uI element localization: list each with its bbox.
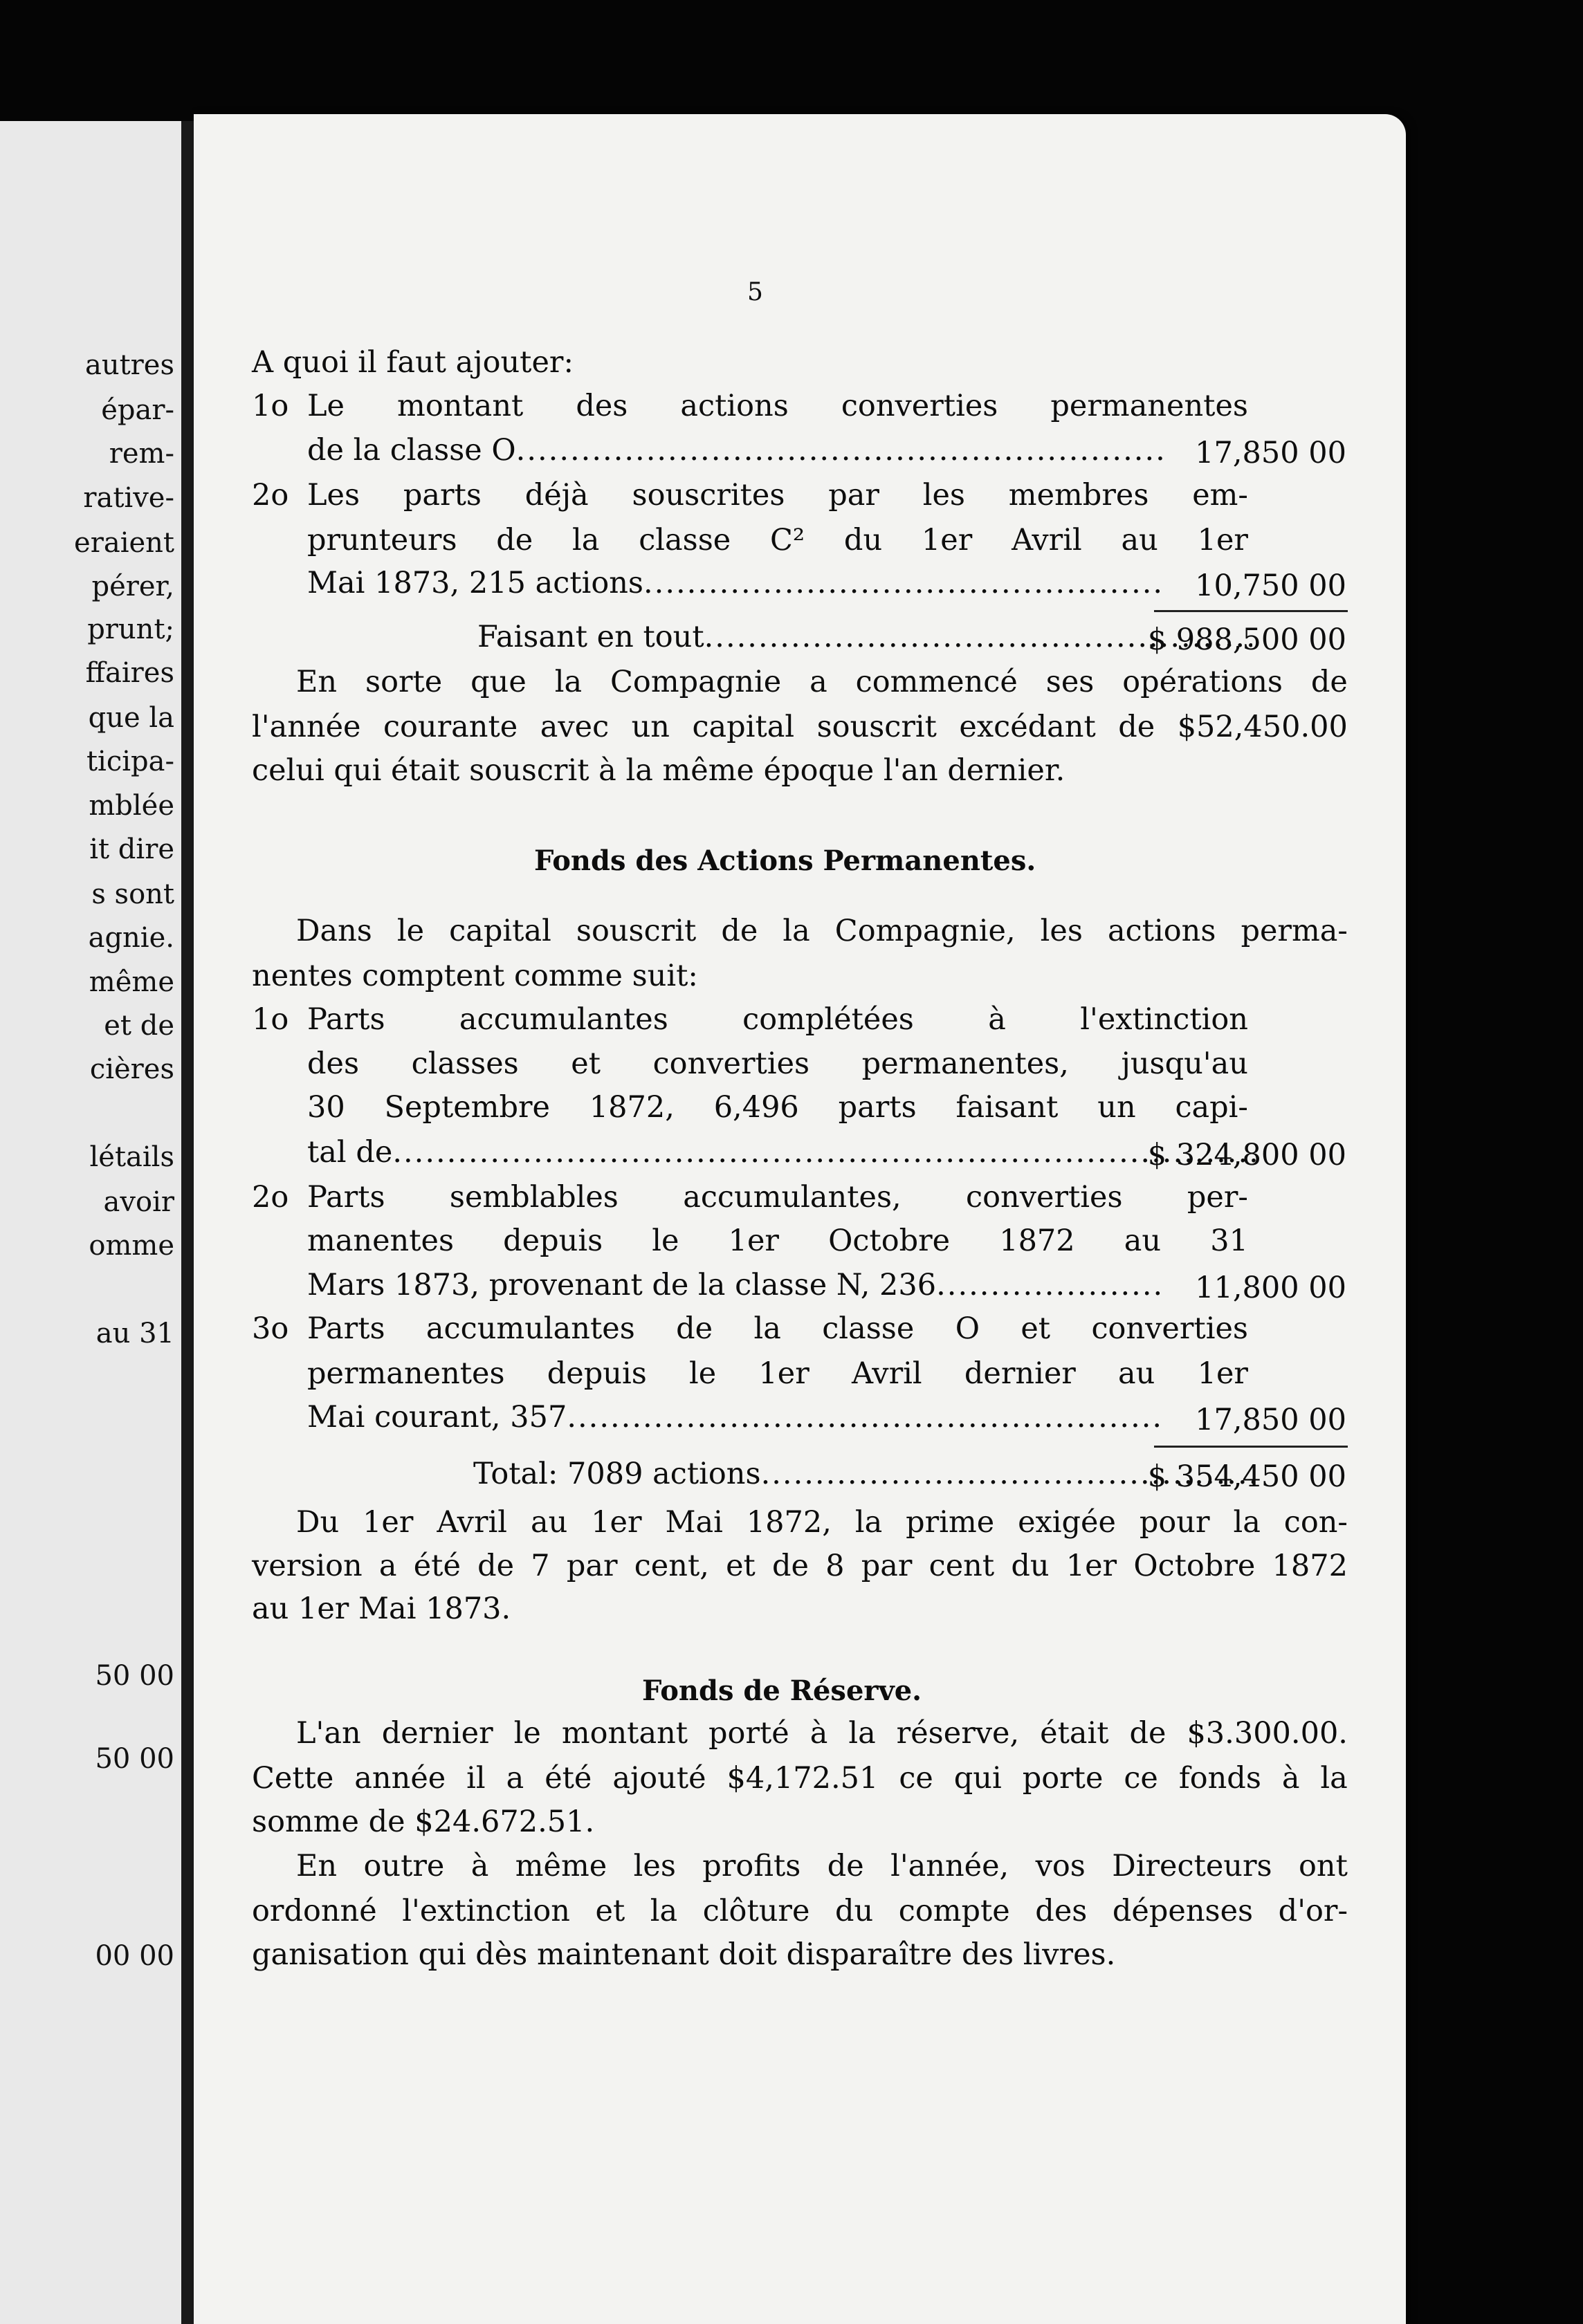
word: Septembre: [384, 1090, 550, 1125]
word: exigée: [1018, 1505, 1116, 1540]
word: Parts: [307, 1180, 385, 1215]
word: par: [828, 478, 879, 513]
word: était: [1040, 1716, 1109, 1751]
leader-dots: [392, 1138, 1259, 1168]
word: réserve,: [896, 1716, 1020, 1751]
word: été: [413, 1549, 461, 1583]
left-page-line: que la: [88, 702, 174, 734]
leader-dots: [936, 1271, 1165, 1300]
page-number: 5: [747, 278, 763, 306]
item-amount: 17,850 00: [1195, 436, 1346, 470]
word: des: [576, 389, 628, 423]
left-page-line: létails: [89, 1141, 174, 1173]
left-page-line: ticipa-: [86, 746, 174, 777]
word: En: [296, 1849, 338, 1883]
word: permanentes: [1050, 389, 1248, 423]
word: capital: [692, 710, 795, 744]
paragraph-line: [252, 1894, 1348, 1928]
total-label: Total: 7089 actions: [473, 1457, 761, 1491]
word: la: [1320, 1761, 1348, 1796]
word: et: [571, 1046, 601, 1081]
word: 1er: [1197, 523, 1248, 557]
item-line: [307, 1090, 1248, 1125]
word: 1872: [999, 1224, 1075, 1258]
word: ont: [1299, 1849, 1348, 1883]
word: 1872,: [746, 1505, 832, 1540]
word: par: [861, 1549, 913, 1583]
word: avec: [540, 710, 610, 744]
word: au: [1118, 1356, 1155, 1391]
item-last-text: Mars 1873, provenant de la classe N, 236: [307, 1268, 937, 1302]
word: classe: [639, 523, 731, 557]
left-page-line: 00 00: [95, 1940, 174, 1972]
word: ce: [899, 1761, 933, 1796]
item-line: [307, 1180, 1248, 1215]
word: capi-: [1175, 1090, 1248, 1125]
word: $4,172.51: [726, 1761, 879, 1796]
word: du: [834, 1894, 874, 1928]
word: En: [296, 665, 338, 699]
word: au: [1124, 1224, 1162, 1258]
word: les: [922, 478, 965, 513]
word: converties: [841, 389, 998, 423]
word: con-: [1283, 1505, 1348, 1540]
word: de: [676, 1311, 713, 1346]
left-page-line: autres: [84, 349, 174, 381]
item-line: [307, 1226, 1248, 1256]
word: sorte: [365, 665, 443, 699]
sum-rule: [1154, 610, 1348, 612]
word: cent: [928, 1549, 995, 1583]
word: un: [631, 710, 670, 744]
paragraph-line: [296, 667, 1348, 697]
word: le: [513, 1716, 541, 1751]
item-amount: $ 324,800 00: [1147, 1138, 1346, 1172]
item-amount: 11,800 00: [1195, 1271, 1346, 1305]
word: de: [827, 1849, 864, 1883]
item-last-line: [307, 433, 1165, 468]
paragraph-text: [252, 1894, 1348, 1928]
word: 30: [307, 1090, 345, 1125]
word: de: [1310, 665, 1348, 699]
total-line: [477, 622, 1252, 652]
word: la: [783, 914, 810, 948]
word: version: [252, 1549, 363, 1583]
word: ce: [1124, 1761, 1158, 1796]
word: la: [554, 665, 583, 699]
left-page-line: mblée: [89, 790, 174, 822]
page-gutter: [181, 121, 194, 2324]
word: ajouté: [612, 1761, 706, 1796]
item-number: 3o: [252, 1311, 289, 1346]
word: fonds: [1178, 1761, 1261, 1796]
paragraph-line: [296, 1716, 1348, 1751]
sum-rule: [1154, 1446, 1348, 1448]
item-number: 1o: [252, 389, 289, 423]
word: l'année,: [890, 1849, 1009, 1883]
item-line-text: [307, 1311, 1248, 1346]
item-line-text: [307, 1002, 1248, 1037]
word: souscrites: [632, 478, 785, 513]
left-page-line: s sont: [91, 878, 174, 910]
item-line-text: [307, 1046, 1248, 1081]
item-last-text: tal de: [307, 1135, 393, 1170]
word: les: [633, 1849, 676, 1883]
word: dernier: [381, 1716, 493, 1751]
paragraph-text: [296, 916, 1348, 946]
left-page-line: au 31: [95, 1318, 174, 1349]
word: L'an: [296, 1716, 361, 1751]
left-page-line: avoir: [103, 1186, 174, 1218]
word: été: [545, 1761, 592, 1796]
word: membres: [1008, 478, 1149, 513]
word: Parts: [307, 1311, 385, 1346]
word: de: [772, 1549, 809, 1583]
word: dépenses: [1112, 1894, 1254, 1928]
word: 8: [825, 1549, 845, 1583]
word: 1er: [921, 523, 973, 557]
item-number: 1o: [252, 1002, 289, 1037]
word: d'or-: [1278, 1894, 1348, 1928]
item-line: [307, 478, 1248, 513]
word: clôture: [702, 1894, 810, 1928]
word: converties: [652, 1046, 810, 1081]
word: la: [572, 523, 600, 557]
word: $52,450.00: [1177, 710, 1348, 744]
left-page-line: épar-: [101, 394, 174, 426]
word: déjà: [524, 478, 589, 513]
word: complétées: [742, 1002, 914, 1037]
word: prunteurs: [307, 523, 457, 557]
word: le: [689, 1356, 717, 1391]
paragraph-line: nentes comptent comme suit:: [252, 959, 698, 993]
paragraph-text: [252, 1761, 1348, 1796]
left-page-line: omme: [89, 1230, 174, 1262]
section-heading: Fonds des Actions Permanentes.: [534, 845, 1036, 877]
word: et: [1021, 1311, 1051, 1346]
left-page-line: it dire: [89, 833, 174, 865]
item-number: 2o: [252, 1180, 289, 1215]
word: permanentes: [307, 1356, 505, 1391]
word: année: [354, 1761, 446, 1796]
leader-dots: [643, 569, 1165, 598]
word: Parts: [307, 1002, 385, 1037]
item-last-text: Mai courant, 357: [307, 1400, 567, 1435]
paragraph-text: [296, 667, 1348, 697]
word: Octobre: [1133, 1549, 1256, 1583]
item-line-text: [307, 1180, 1248, 1215]
word: a: [506, 1761, 524, 1796]
word: le: [652, 1224, 679, 1258]
word: Avril: [851, 1356, 922, 1391]
word: 1er: [1065, 1549, 1117, 1583]
word: cent,: [634, 1549, 709, 1583]
item-line-text: [307, 1226, 1248, 1256]
word: Du: [296, 1505, 340, 1540]
left-page-line: même: [89, 966, 174, 998]
left-page-line: agnie.: [88, 922, 174, 954]
word: 6,496: [713, 1090, 799, 1125]
word: em-: [1192, 478, 1248, 513]
word: classes: [411, 1046, 519, 1081]
word: l'extinction: [402, 1894, 570, 1928]
word: montant: [561, 1716, 688, 1751]
word: ses: [1045, 665, 1095, 699]
total-amount: $ 988,500 00: [1147, 622, 1346, 657]
word: par: [566, 1549, 618, 1583]
word: même: [515, 1849, 607, 1883]
paragraph-line: [296, 1505, 1348, 1540]
word: Octobre: [828, 1224, 951, 1258]
word: la: [848, 1716, 876, 1751]
word: prime: [906, 1505, 995, 1540]
paragraph-line: [252, 1761, 1348, 1796]
word: le: [396, 914, 425, 948]
word: à: [470, 1849, 489, 1883]
word: de: [1129, 1716, 1166, 1751]
item-amount: 10,750 00: [1195, 569, 1346, 603]
word: manentes: [307, 1224, 455, 1258]
word: les: [1040, 914, 1083, 948]
word: au: [530, 1505, 568, 1540]
word: O: [955, 1311, 980, 1346]
word: de: [1118, 710, 1155, 744]
word: Directeurs: [1112, 1849, 1272, 1883]
word: Avril: [1012, 523, 1082, 557]
item-line: [307, 523, 1248, 557]
word: depuis: [547, 1356, 647, 1391]
word: pour: [1139, 1505, 1210, 1540]
word: courante: [383, 710, 518, 744]
word: de: [496, 523, 533, 557]
paragraph-line: celui qui était souscrit à la même époque l'an dernier.: [252, 753, 1065, 788]
word: 1872: [1272, 1549, 1348, 1583]
leader-dots: [516, 436, 1165, 465]
word: parts: [403, 478, 482, 513]
paragraph-line: [252, 1551, 1348, 1581]
word: du: [1011, 1549, 1050, 1583]
word: souscrit: [816, 710, 937, 744]
paragraph-text: [296, 1716, 1348, 1751]
word: il: [466, 1761, 486, 1796]
word: Avril: [437, 1505, 508, 1540]
word: Compagnie,: [834, 914, 1016, 948]
item-line: [307, 391, 1248, 421]
word: accumulantes: [459, 1002, 668, 1037]
paragraph-text: [296, 1505, 1348, 1540]
item-last-line: [307, 1268, 1165, 1302]
word: perma-: [1241, 914, 1348, 948]
word: au: [1121, 523, 1158, 557]
word: actions: [1108, 914, 1216, 948]
word: 1er: [758, 1356, 809, 1391]
item-line: [307, 1311, 1248, 1346]
word: Mai: [665, 1505, 723, 1540]
left-page-line: prunt;: [87, 614, 174, 645]
word: qui: [953, 1761, 1002, 1796]
word: jusqu'au: [1121, 1046, 1248, 1081]
word: la: [753, 1311, 781, 1346]
word: permanentes,: [861, 1046, 1069, 1081]
word: la: [1233, 1505, 1261, 1540]
total-label: Faisant en tout: [477, 620, 704, 654]
word: à: [988, 1002, 1006, 1037]
item-line-text: [307, 523, 1248, 557]
word: a: [809, 665, 827, 699]
word: C²: [770, 523, 805, 557]
word: 31: [1210, 1224, 1248, 1258]
left-page-line: rem-: [109, 438, 174, 470]
word: classe: [822, 1311, 915, 1346]
left-page-line: cières: [89, 1053, 174, 1085]
word: montant: [397, 389, 524, 423]
word: Cette: [252, 1761, 334, 1796]
word: l'extinction: [1080, 1002, 1248, 1037]
leader-dots: [567, 1403, 1165, 1432]
word: Le: [307, 389, 345, 423]
word: capital: [449, 914, 551, 948]
word: et: [726, 1549, 756, 1583]
paragraph-line: [296, 916, 1348, 946]
word: per-: [1187, 1180, 1248, 1215]
word: la: [854, 1505, 883, 1540]
paragraph-line: au 1er Mai 1873.: [252, 1592, 511, 1626]
word: souscrit: [576, 914, 697, 948]
item-line-text: [307, 478, 1248, 513]
word: porté: [708, 1716, 789, 1751]
word: a: [378, 1549, 397, 1583]
section-heading: Fonds de Réserve.: [642, 1675, 922, 1707]
word: depuis: [503, 1224, 603, 1258]
total-amount: $ 354,450 00: [1147, 1459, 1346, 1494]
word: des: [1035, 1894, 1088, 1928]
word: 1872,: [589, 1090, 675, 1125]
word: à: [809, 1716, 828, 1751]
item-last-line: [307, 566, 1165, 600]
word: converties: [966, 1180, 1123, 1215]
paragraph-text: [296, 1849, 1348, 1883]
word: la: [650, 1894, 678, 1928]
word: 7: [531, 1549, 550, 1583]
right-page: [194, 114, 1406, 2324]
paragraph-text: [252, 1551, 1348, 1581]
word: de: [721, 914, 758, 948]
left-page-line: eraient: [74, 527, 174, 559]
item-line-text: [307, 391, 1248, 421]
left-page-line: pérer,: [91, 571, 174, 602]
item-last-text: Mai 1873, 215 actions: [307, 566, 643, 600]
word: du: [843, 523, 883, 557]
left-page-line: rative-: [83, 482, 174, 514]
paragraph-line: [296, 1849, 1348, 1883]
intro-line: A quoi il faut ajouter:: [252, 345, 574, 380]
item-last-text: de la classe O: [307, 433, 516, 468]
left-page-line: et de: [104, 1010, 174, 1042]
word: $3.300.00.: [1187, 1716, 1348, 1751]
item-line: [307, 1002, 1248, 1037]
word: Compagnie: [610, 665, 782, 699]
left-page-line: 50 00: [95, 1743, 174, 1775]
word: accumulantes,: [683, 1180, 902, 1215]
item-line: [307, 1356, 1248, 1391]
word: profits: [702, 1849, 801, 1883]
item-line: [307, 1046, 1248, 1081]
word: 1er: [1197, 1356, 1248, 1391]
word: porte: [1022, 1761, 1104, 1796]
word: des: [307, 1046, 360, 1081]
word: à: [1281, 1761, 1300, 1796]
paragraph-line: ganisation qui dès maintenant doit disparaître des livres.: [252, 1937, 1116, 1972]
paragraph-line: somme de $24.672.51.: [252, 1805, 595, 1839]
word: compte: [898, 1894, 1010, 1928]
left-facing-page: [0, 121, 181, 2324]
word: parts: [838, 1090, 917, 1125]
word: commencé: [855, 665, 1018, 699]
word: accumulantes: [426, 1311, 635, 1346]
word: un: [1097, 1090, 1136, 1125]
total-line: [473, 1459, 1255, 1489]
word: faisant: [955, 1090, 1059, 1125]
word: opérations: [1122, 665, 1283, 699]
item-line-text: [307, 1356, 1248, 1391]
word: converties: [1091, 1311, 1248, 1346]
word: l'année: [252, 710, 361, 744]
word: actions: [680, 389, 789, 423]
item-number: 2o: [252, 478, 289, 513]
word: 1er: [363, 1505, 414, 1540]
paragraph-line: [252, 712, 1348, 742]
word: et: [595, 1894, 625, 1928]
word: Les: [307, 478, 360, 513]
word: dernier: [964, 1356, 1076, 1391]
left-page-line: 50 00: [95, 1660, 174, 1692]
left-page-line: ffaires: [85, 657, 174, 689]
item-last-line: [307, 1400, 1165, 1435]
word: excédant: [959, 710, 1096, 744]
item-amount: 17,850 00: [1195, 1403, 1346, 1437]
word: ordonné: [252, 1894, 377, 1928]
word: vos: [1035, 1849, 1086, 1883]
word: Dans: [296, 914, 372, 948]
word: outre: [363, 1849, 445, 1883]
word: semblables: [449, 1180, 619, 1215]
word: 1er: [591, 1505, 642, 1540]
word: de: [477, 1549, 515, 1583]
word: que: [470, 665, 527, 699]
paragraph-text: [252, 712, 1348, 742]
word: 1er: [728, 1224, 779, 1258]
item-line-text: [307, 1090, 1248, 1125]
